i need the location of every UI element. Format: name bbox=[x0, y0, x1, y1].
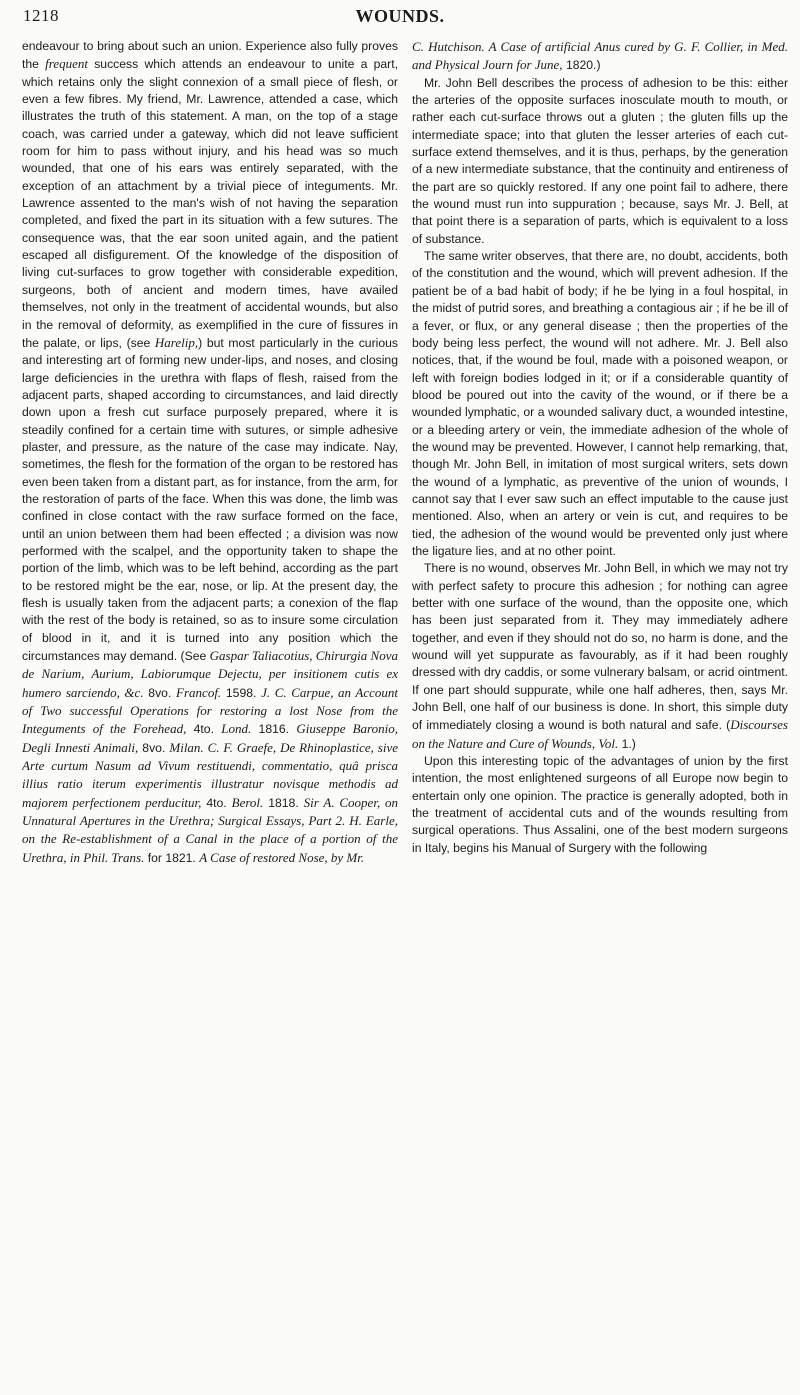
paragraph bbox=[412, 75, 788, 248]
italic-text-run: Sir A. Cooper, on Unnatural Apertures in the Urethra; Surgical Essays, Part 2. H. Earle, on the Re-establishment of a Canal in the place of a portion of the Urethra, in Phil. Trans. bbox=[22, 794, 398, 865]
text-run: There is no wound, observes Mr. John Bell, in which we may not try with perfect safety to procure this adhesion ; for nothing can agree better with one surface of the wound, than the opposite one, which has been just separated from it. They may immediately adhere together, and even if they should not do so, no harm is done, and the wound will yet suppurate as favourably, as if it had been roughly dressed with dry caddis, or some vulnerary balsam, or acrid ointment. If one part should suppurate, while one half adheres, then, says Mr. John Bell, one half of our business is done. In short, this simple duty of immediately closing a wound is both natural and safe. ( bbox=[412, 561, 788, 733]
italic-text-run: Francof. bbox=[176, 684, 222, 700]
right-text-column bbox=[412, 38, 788, 1378]
text-run: 4to. bbox=[201, 795, 232, 810]
paragraph bbox=[412, 38, 788, 75]
paragraph bbox=[412, 248, 788, 560]
italic-text-run: J. C. Carpue, an Account of Two successful Operations for restoring a lost Nose from the Integuments of the Forehead, bbox=[22, 684, 398, 737]
text-run: 4to. bbox=[186, 722, 222, 737]
text-run: ) but most particularly in the curious and interesting art of forming new under-lips, and noses, and closing large deficiencies in the urethra with flaps of flesh, raised from the adjacent parts, shaped according to circumstances, and laid directly down upon a fresh cut surface purposely prepared, where it is steadily confined for a certain time with sutures, or simple adhesive plaster, and pressure, as the nature of the case may indicate. Nay, sometimes, the flesh for the formation of the organ to be restored has even been taken from a distant part, as for instance, from the arm, for the restoration of parts of the face. When this was done, the limb was confined in close contact with the raw surface formed on the face, until an union between them had been effected ; a division was now performed with the scalpel, and the opportunity taken to shape the portion of the limb, which was to be left behind, according as the part to be restored might be the ear, nose, or lip. At the present day, the flesh is usually taken from the adjacent parts; a conexion of the flap with the rest of the body is retained, so as to insure some circulation of blood in it, and it is turned into any position which the circumstances may demand. (See bbox=[22, 335, 398, 664]
page-number: 1218 bbox=[23, 6, 59, 25]
text-run: Upon this interesting topic of the advantages of union by the first intention, the most enlightened surgeons of all Europe now begin to entertain only one opinion. The practice is generally adopted, both in the treatment of accidental cuts and of the wounds resulting from surgical operations. Thus Assalini, one of the best modern surgeons in Italy, begins his Manual of Surgery with the following bbox=[412, 754, 788, 855]
italic-text-run: Lond. bbox=[221, 721, 252, 737]
italic-text-run: Berol. bbox=[231, 794, 264, 810]
paragraph bbox=[412, 560, 788, 753]
paragraph bbox=[22, 38, 398, 867]
text-run: for 1821. bbox=[144, 850, 200, 865]
paragraph bbox=[412, 753, 788, 857]
text-run: 1598. bbox=[221, 685, 262, 700]
text-run: 1816. bbox=[251, 722, 297, 737]
italic-text-run: Harelip, bbox=[154, 334, 199, 350]
text-run: 8vo. bbox=[138, 740, 170, 755]
italic-text-run: C. Hutchison. A Case of artificial Anus cured by G. F. Collier, in Med. and Physical Journ for June, bbox=[412, 39, 788, 73]
text-run: The same writer observes, that there are, no doubt, accidents, both of the constitution and the wound, which will prevent adhesion. If the patient be of a bad habit of body; if he be lying in a foul hospital, in the midst of putrid sores, and breathing a contagious air ; if he be ill of a fever, or flux, or any general disease ; then the properties of the body being less perfect, the wound will not adhere. Mr. J. Bell also notices, that, if the wound be foul, made with a poisoned weapon, or left with foreign bodies lodged in it; or if a considerable quantity of blood be poured out into the cavity of the wound, or if there be a wounded lymphatic, or a wounded salivary duct, a wounded intestine, or a bleeding artery or vein, the immediate adhesion of the whole of the wound may be prevented. However, I cannot help remarking, that, though Mr. John Bell, in imitation of most surgical writers, sets down the wound of a lymphatic, as preventive of the union of wounds, I cannot say that I ever saw such an effect imputable to the cause just mentioned. Also, when an artery or vein is cut, and requires to be tied, the adhesion of the wound would be prevented only just where the ligature lies, and at no other point. bbox=[412, 249, 788, 558]
page-header bbox=[0, 6, 800, 30]
italic-text-run: Milan. C. F. Graefe, De Rhinoplastice, sive Arte curtum Nasum ad Vivum restituendi, commentatio, quâ prisca illius ratio iterum experimentis illustratur novisque methodis ad majorem perfectionem perducitur, bbox=[22, 739, 398, 810]
italic-text-run: frequent bbox=[45, 56, 88, 72]
italic-text-run: Giuseppe Baronio, Degli Innesti Animali, bbox=[22, 721, 398, 755]
text-run: 8vo. bbox=[143, 685, 177, 700]
italic-text-run: Gaspar Taliacotius, Chirurgia Nova de Narium, Aurium, Labiorumque Dejectu, per insitionem cutis ex humero sarciendo, &c. bbox=[22, 648, 398, 700]
text-run: 1820.) bbox=[562, 58, 601, 73]
text-run: success which attends an endeavour to unite a part, which retains only the slight connexion of a small piece of flesh, or even a few fibres. My friend, Mr. Lawrence, attended a case, which illustrates the truth of this statement. A man, on the top of a stage coach, was carried under a gateway, which did not leave sufficient room for him to pass without injury, and his head was so much wounded, that one of his ears was entirely separated, with the exception of an attachment by a trivial piece of integuments. Mr. Lawrence assented to the man's wish of not having the separation completed, and fixed the part in its situation with a few sutures. The consequence was, that the ear soon united again, and the patient escaped all disfigurement. Of the knowledge of the disposition of living cut-surfaces to grow together with considerable expedition, surgeons, both of ancient and modern times, have availed themselves, not only in the treatment of accidental wounds, but also in the removal of deformity, as exemplified in the cure of fissures in the palate, or lips, (see bbox=[22, 57, 398, 350]
left-text-column bbox=[22, 38, 398, 1378]
italic-text-run: A Case of restored Nose, by Mr. bbox=[199, 849, 365, 865]
text-run: 1.) bbox=[618, 736, 636, 751]
italic-text-run: Discourses on the Nature and Cure of Wounds, Vol. bbox=[412, 717, 788, 751]
running-head-title: WOUNDS. bbox=[355, 6, 445, 26]
text-run: 1818. bbox=[263, 795, 304, 810]
text-run: Mr. John Bell describes the process of adhesion to be this: either the arteries of the opposite surfaces inosculate mouth to mouth, or rather each cut-surface throws out a gluten ; the gluten fills up the intermediate space; into that gluten the lesser arteries of each cut-surface extend themselves, and it is thus, perhaps, by the generation of a new intermediate substance, that the continuity and entireness of the part are so quickly restored. If any one point fail to adhere, there the wound must run into suppuration ; because, says Mr. J. Bell, at that point there is a separation of parts, which is equivalent to a loss of substance. bbox=[412, 75, 788, 246]
text-run: endeavour to bring about such an union. Experience also fully proves the bbox=[22, 39, 398, 72]
